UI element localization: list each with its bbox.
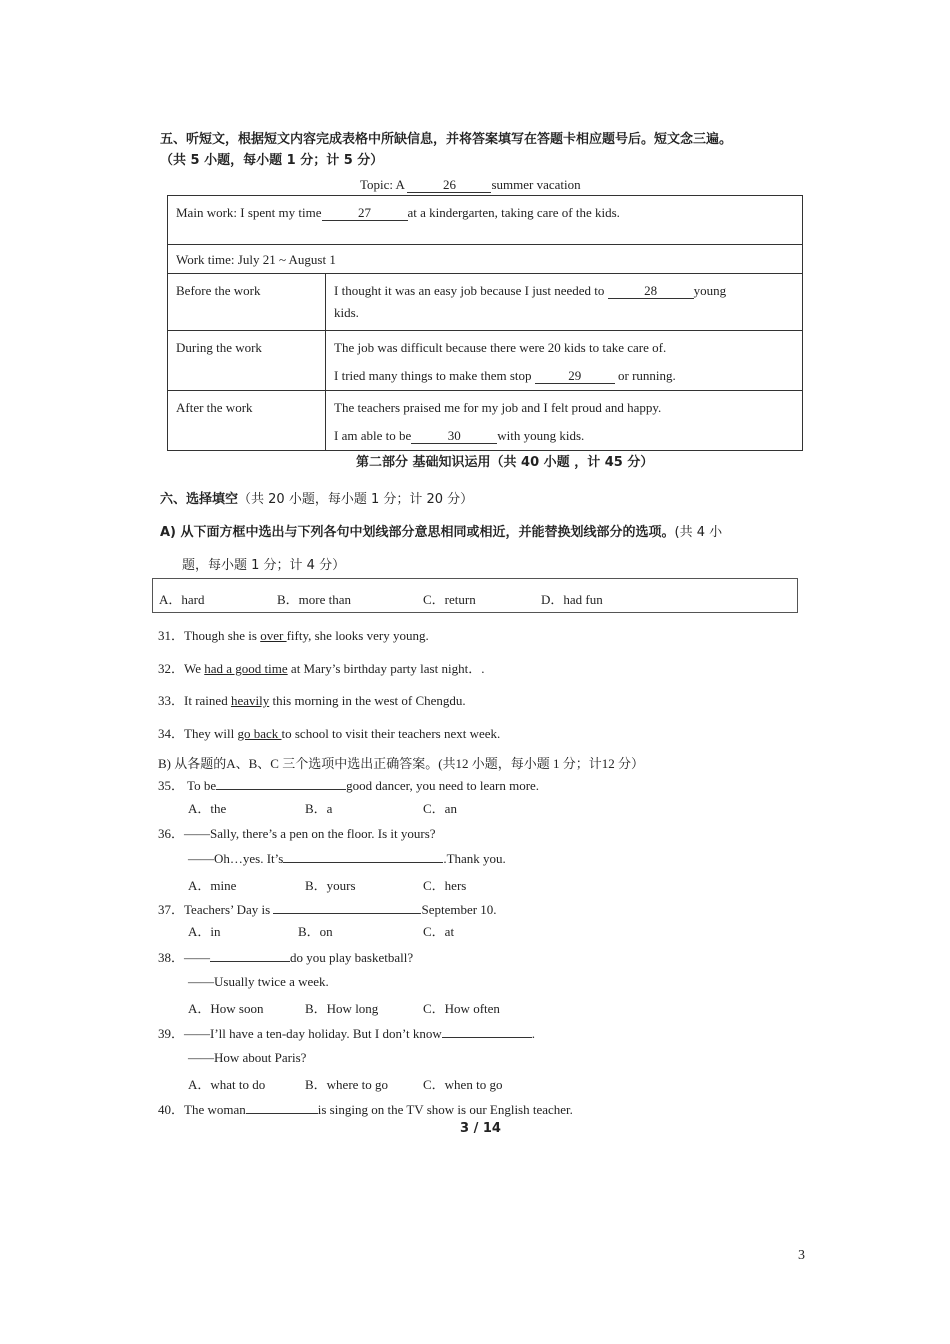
blank-38[interactable]	[210, 961, 290, 962]
section6a-instruction: A) 从下面方框中选出与下列各句中划线部分意思相同或相近，并能替换划线部分的选项。(共 4 小	[160, 525, 723, 540]
blank-29[interactable]: 29	[535, 369, 615, 384]
question-36-line2: ——Oh…yes. It’s .Thank you.	[188, 851, 506, 866]
option-c: C．return	[423, 592, 476, 607]
page-number-center: 3 / 14	[460, 1121, 501, 1136]
q37-option-b[interactable]: B．on	[298, 924, 333, 939]
blank-36[interactable]	[283, 862, 443, 863]
question-38-line2: ——Usually twice a week.	[188, 974, 329, 989]
question-33: 33．It rained heavily this morning in the west of Chengdu.	[158, 693, 466, 708]
section5-subtitle: （共 5 小题，每小题 1 分；计 5 分）	[160, 153, 384, 168]
blank-27[interactable]: 27	[322, 206, 408, 221]
blank-28[interactable]: 28	[608, 284, 694, 299]
q39-option-a[interactable]: A．what to do	[188, 1077, 266, 1092]
section6b-instruction: B) 从各题的A、B、C 三个选项中选出正确答案。(共12 小题，每小题 1 分；计12 分）	[158, 756, 645, 771]
q35-option-a[interactable]: A．the	[188, 801, 227, 816]
question-36: 36．——Sally, there’s a pen on the floor. Is it yours?	[158, 826, 436, 841]
part2-title: 第二部分 基础知识运用（共 40 小题 ，计 45 分）	[356, 455, 654, 470]
question-34: 34．They will go back to school to visit their teachers next week.	[158, 726, 501, 741]
blank-40[interactable]	[246, 1113, 318, 1114]
q38-option-a[interactable]: A．How soon	[188, 1001, 264, 1016]
question-38: 38．—— do you play basketball?	[158, 950, 414, 965]
page-number-corner: 3	[798, 1248, 805, 1263]
blank-30[interactable]: 30	[411, 429, 497, 444]
q36-option-b[interactable]: B．yours	[305, 878, 356, 893]
q38-option-b[interactable]: B．How long	[305, 1001, 379, 1016]
section6a-instruction-2: 题，每小题 1 分；计 4 分）	[182, 558, 346, 573]
question-32: 32．We had a good time at Mary’s birthday party last night．.	[158, 661, 485, 676]
q38-option-c[interactable]: C．How often	[423, 1001, 500, 1016]
question-40: 40．The woman is singing on the TV show is our English teacher.	[158, 1102, 573, 1117]
after-label: After the work	[168, 391, 326, 451]
question-39: 39．——I’ll have a ten-day holiday. But I don’t know .	[158, 1026, 536, 1041]
question-31: 31．Though she is over fifty, she looks very young.	[158, 628, 429, 643]
main-work-cell: Main work: I spent my time 27 at a kindergarten, taking care of the kids.	[168, 196, 803, 245]
option-d: D．had fun	[541, 592, 603, 607]
listening-table	[167, 195, 803, 451]
blank-26[interactable]: 26	[407, 178, 491, 193]
q35-option-c[interactable]: C．an	[423, 801, 457, 816]
before-label: Before the work	[168, 274, 326, 331]
blank-35[interactable]	[216, 789, 346, 790]
topic-line: Topic: A 26 summer vacation	[360, 177, 581, 192]
option-a: A．hard	[159, 592, 205, 607]
before-cell: I thought it was an easy job because I just needed to 28 young kids.	[326, 274, 803, 331]
q36-option-a[interactable]: A．mine	[188, 878, 237, 893]
q35-option-b[interactable]: B．a	[305, 801, 333, 816]
blank-39[interactable]	[442, 1037, 532, 1038]
q39-option-c[interactable]: C．when to go	[423, 1077, 503, 1092]
blank-37[interactable]	[273, 913, 421, 914]
section5-title: 五、听短文，根据短文内容完成表格中所缺信息，并将答案填写在答题卡相应题号后。短文念三遍。	[160, 132, 733, 147]
work-time-cell: Work time: July 21 ~ August 1	[168, 245, 803, 274]
q37-option-a[interactable]: A．in	[188, 924, 221, 939]
question-39-line2: ——How about Paris?	[188, 1050, 307, 1065]
q36-option-c[interactable]: C．hers	[423, 878, 467, 893]
q39-option-b[interactable]: B．where to go	[305, 1077, 389, 1092]
after-cell: The teachers praised me for my job and I felt proud and happy. I am able to be 30 with young kids.	[326, 391, 803, 451]
question-35: 35． To be good dancer, you need to learn more.	[158, 778, 540, 793]
question-37: 37．Teachers’ Day is September 10.	[158, 902, 497, 917]
q37-option-c[interactable]: C．at	[423, 924, 455, 939]
section6-title: 六、选择填空（共 20 小题，每小题 1 分；计 20 分）	[160, 492, 474, 507]
during-cell: The job was difficult because there were 20 kids to take care of. I tried many things to make them stop 29 or running.	[326, 331, 803, 391]
options-box	[152, 578, 798, 613]
during-label: During the work	[168, 331, 326, 391]
option-b: B．more than	[277, 592, 352, 607]
